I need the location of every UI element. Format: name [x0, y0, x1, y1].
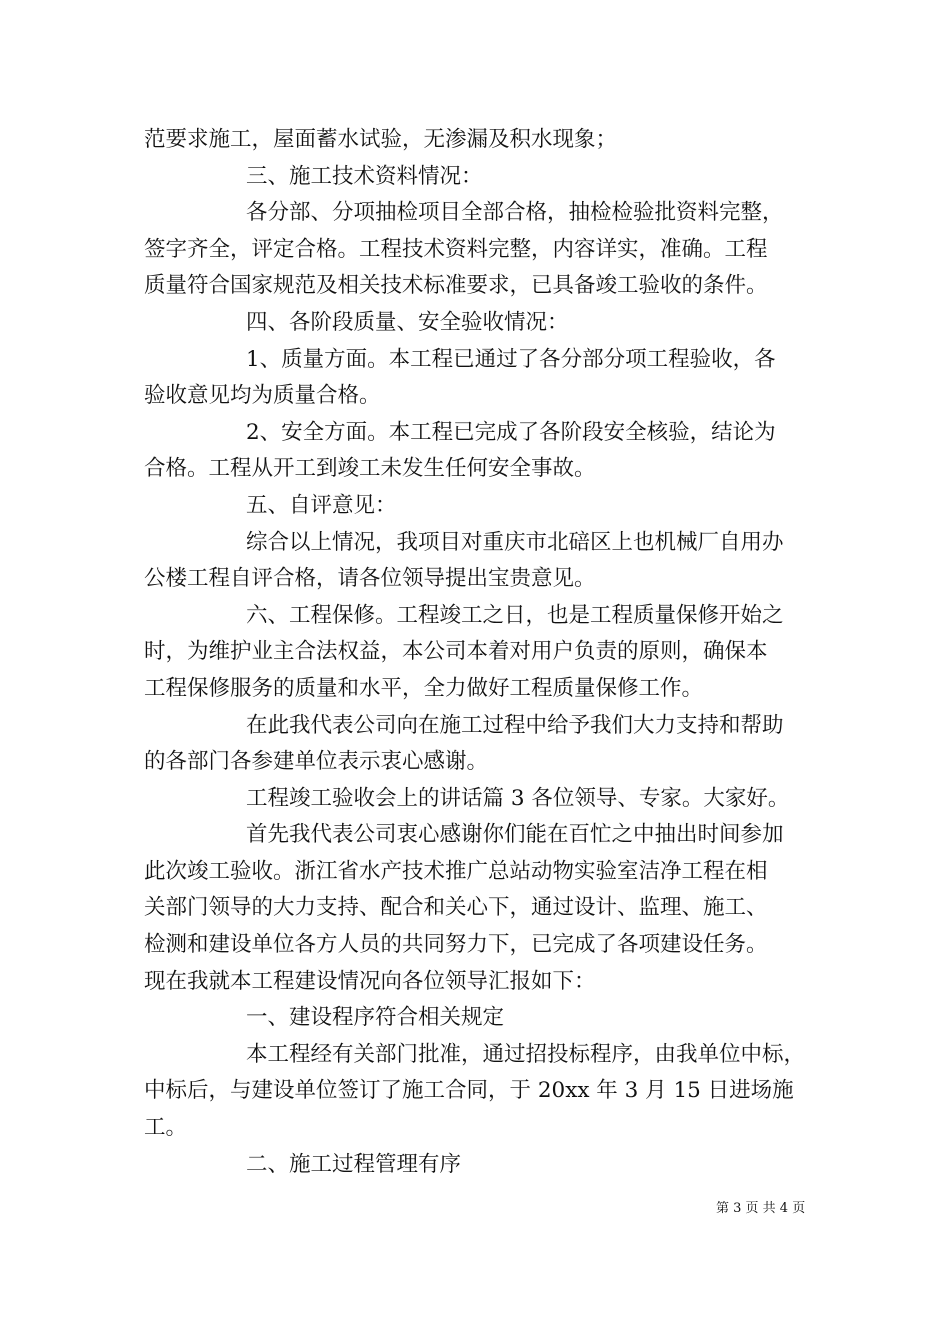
text-line: 工。 [144, 1115, 188, 1141]
text-line: 六、工程保修。工程竣工之日，也是工程质量保修开始之 [246, 602, 784, 628]
body-text [144, 122, 809, 1183]
text-line: 关部门领导的大力支持、配合和关心下，通过设计、监理、施工、 [144, 895, 768, 921]
text-line: 时，为维护业主合法权益，本公司本着对用户负责的原则，确保本 [144, 639, 768, 665]
text-line: 本工程经有关部门批准，通过招投标程序，由我单位中标， [246, 1041, 806, 1067]
text-line: 的各部门各参建单位表示衷心感谢。 [144, 749, 489, 775]
text-line: 五、自评意见： [246, 492, 397, 518]
page-number: 第 3 页 共 4 页 [716, 1201, 806, 1216]
text-line: 在此我代表公司向在施工过程中给予我们大力支持和帮助 [246, 712, 784, 738]
text-line: 公楼工程自评合格，请各位领导提出宝贵意见。 [144, 566, 596, 592]
text-line: 1、质量方面。本工程已通过了各分部分项工程验收，各 [246, 346, 776, 372]
text-line: 综合以上情况，我项目对重庆市北碚区上也机械厂自用办 [246, 529, 784, 555]
text-line: 质量符合国家规范及相关技术标准要求，已具备竣工验收的条件。 [144, 273, 768, 299]
text-line: 验收意见均为质量合格。 [144, 383, 381, 409]
text-line: 一、建设程序符合相关规定 [246, 1005, 505, 1031]
text-line: 签字齐全，评定合格。工程技术资料完整，内容详实，准确。工程 [144, 236, 768, 262]
text-line: 三、施工技术资料情况： [246, 163, 483, 189]
text-line: 中标后，与建设单位签订了施工合同，于 20xx 年 3 月 15 日进场施 [144, 1078, 794, 1104]
text-line: 二、施工过程管理有序 [246, 1151, 462, 1177]
text-line: 合格。工程从开工到竣工未发生任何安全事故。 [144, 456, 596, 482]
text-line: 首先我代表公司衷心感谢你们能在百忙之中抽出时间参加 [246, 822, 784, 848]
text-line: 2、安全方面。本工程已完成了各阶段安全核验，结论为 [246, 419, 776, 445]
text-line: 检测和建设单位各方人员的共同努力下，已完成了各项建设任务。 [144, 932, 768, 958]
text-line: 工程保修服务的质量和水平，全力做好工程质量保修工作。 [144, 675, 704, 701]
text-line: 范要求施工，屋面蓄水试验，无渗漏及积水现象； [144, 127, 618, 152]
text-line: 此次竣工验收。浙江省水产技术推广总站动物实验室洁净工程在相 [144, 858, 768, 884]
text-line: 工程竣工验收会上的讲话篇 3 各位领导、专家。大家好。 [246, 785, 790, 811]
text-line: 现在我就本工程建设情况向各位领导汇报如下： [144, 968, 596, 994]
text-line: 四、各阶段质量、安全验收情况： [246, 309, 569, 335]
text-line: 各分部、分项抽检项目全部合格，抽检检验批资料完整， [246, 200, 784, 226]
